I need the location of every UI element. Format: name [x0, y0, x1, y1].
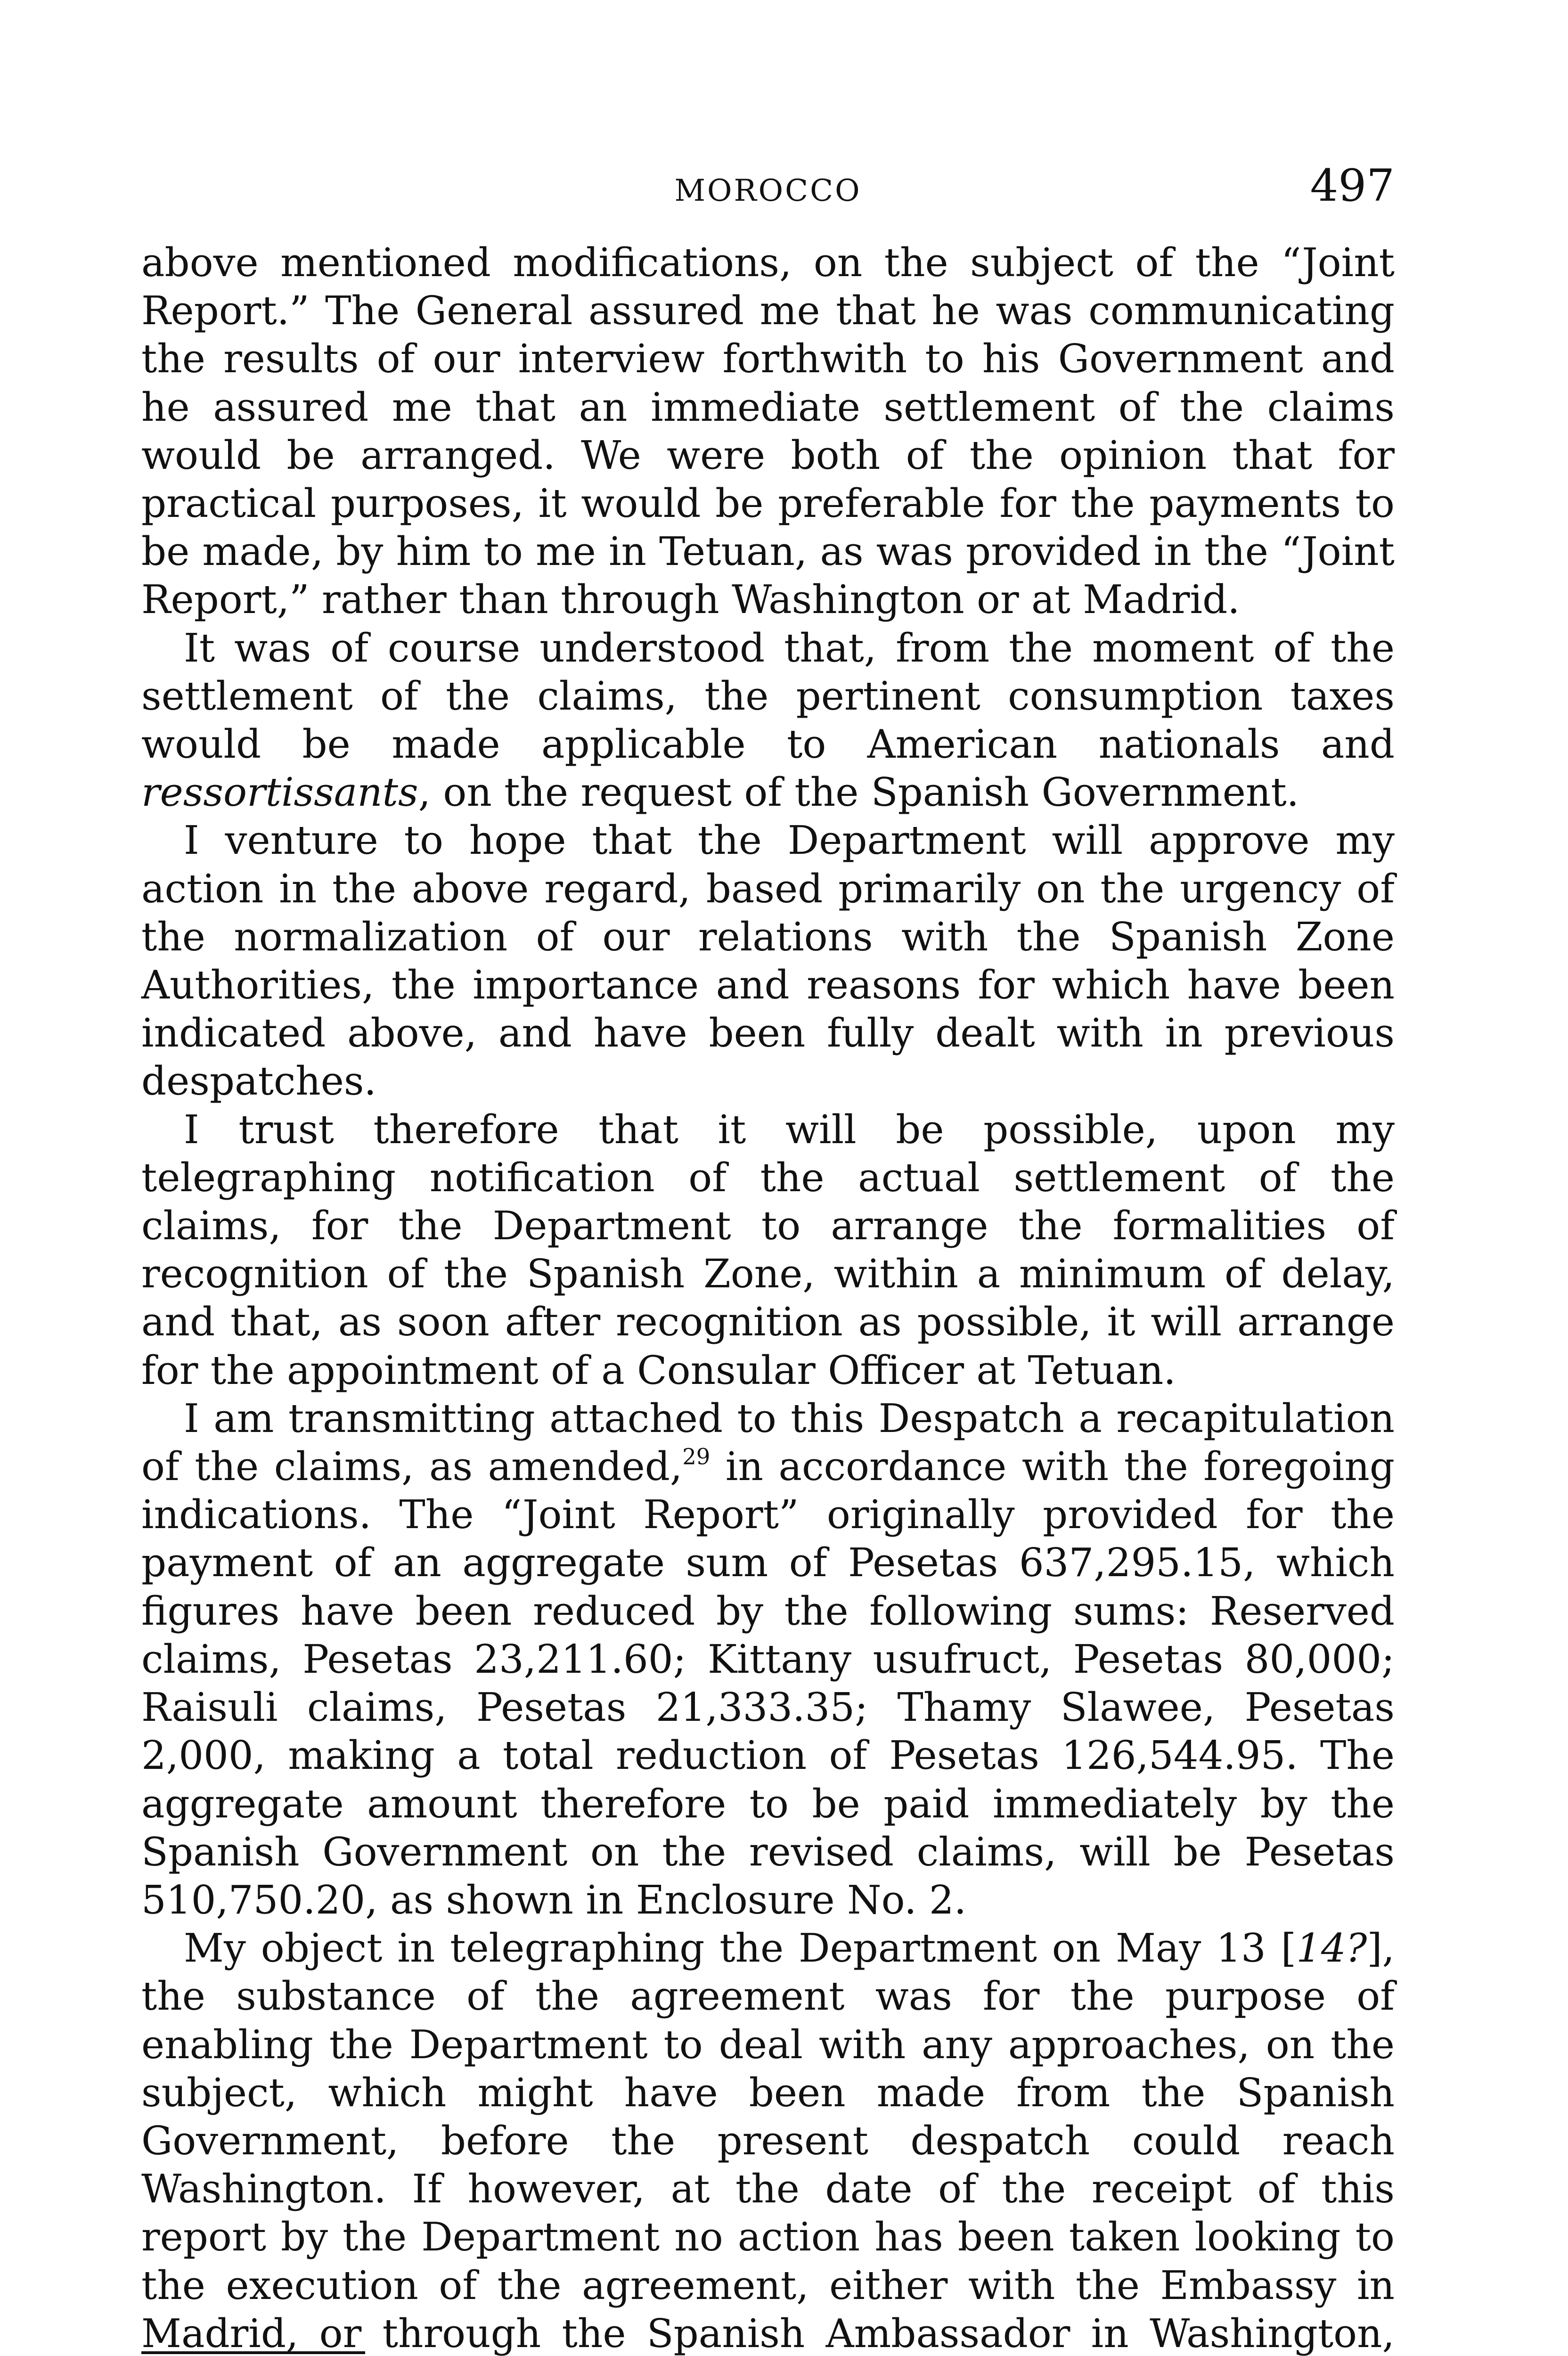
paragraph-telegraph-object — [141, 1924, 1395, 2356]
page-number: 497 — [1310, 160, 1395, 212]
paragraph-4-text: I trust therefore that it will be possible, upon my telegraphing notification of the actual settlement of the claims, for the Department to arrange the formalities of recognition of the Spanish Zone, within a minimum of delay, and that, as soon after recognition as possible, it will arrange for the appointment of a Consular Officer at Tetuan. — [141, 1106, 1395, 1393]
paragraph-continued — [141, 239, 1395, 624]
paragraph-3-text: I venture to hope that the Department will approve my action in the above regard, based primarily on the urgency of the normalization of our relations with the Spanish Zone Authorities, the importance and reasons for which have been indicated above, and have been fully dealt with in previous despatches. — [141, 818, 1395, 1104]
paragraph-recognition — [141, 1106, 1395, 1395]
running-head — [141, 155, 1395, 217]
paragraph-5-text-after: in accordance with the foregoing indications. The “Joint Report” originally provided for the payment of an aggregate sum of Pesetas 637,295.15, which figures have been reduced by the following sums: Reserved claims, Pesetas 23,211.60; Kittany usufruct, Pesetas 80,000; Raisuli claims, Pesetas 21,333.35; Thamy Slawee, Pesetas 2,000, making a total reduction of Pesetas 126,544.95. The aggregate amount therefore to be paid immediately by the Spanish Government on the revised claims, will be Pesetas 510,750.20, as shown in Enclosure No. 2. — [141, 1444, 1395, 1923]
paragraph-claims-recapitulation — [141, 1395, 1395, 1924]
body-text — [141, 239, 1395, 2356]
paragraph-6-italic-date: 14? — [1296, 1925, 1367, 1972]
footnote-divider — [141, 2351, 365, 2354]
paragraph-2-text-before: It was of course understood that, from the moment of the settlement of the claims, the pertinent consumption taxes would be made applicable to American nationals and — [141, 625, 1395, 768]
paragraph-5-text-before: I am transmitting attached to this Despatch a recapitulation of the claims, as amended, — [141, 1395, 1395, 1490]
paragraph-2-italic-term: ressortissants — [141, 769, 418, 816]
paragraph-6-text-before: My object in telegraphing the Department on May 13 [ — [184, 1925, 1297, 1972]
footnote-reference: 29 — [682, 1444, 710, 1470]
paragraph-1-text: above mentioned modifications, on the subject of the “Joint Report.” The General assured me that he was communicating the results of our interview forthwith to his Government and he assured me that an immediate settlement of the claims would be arranged. We were both of the opinion that for practical purposes, it would be preferable for the payments to be made, by him to me in Tetuan, as was provided in the “Joint Report,” rather than through Washington or at Madrid. — [141, 240, 1395, 623]
running-title: MOROCCO — [674, 173, 862, 208]
paragraph-2-text-after: , on the request of the Spanish Government. — [418, 769, 1299, 816]
paragraph-6-text-after: ], the substance of the agreement was for the purpose of enabling the Department to deal with any approaches, on the subject, which might have been made from the Spanish Government, before the present despatch could reach Washington. If however, at the date of the receipt of this report by the Department no action has been taken looking to the execution of the agreement, either with the Embassy in Madrid, or through the Spanish Ambassador in Washington, — [141, 1925, 1395, 2356]
paragraph-consumption-taxes — [141, 624, 1395, 817]
paragraph-approval-hope — [141, 817, 1395, 1105]
